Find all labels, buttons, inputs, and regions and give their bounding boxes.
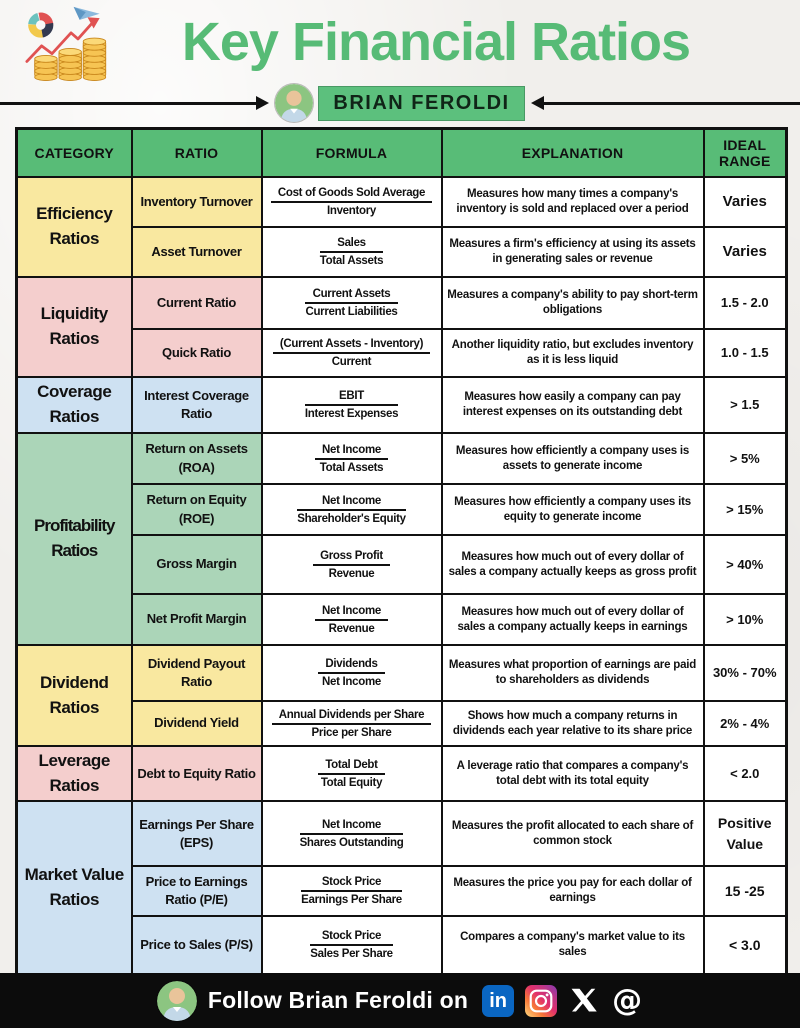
- ratio-cell: Price to Earnings Ratio (P/E): [132, 866, 262, 916]
- formula-cell: $\frac{\text{EBIT}}{\text{Interest Expenses}}$: [262, 377, 442, 433]
- explanation-cell: Another liquidity ratio, but excludes inventory as it is less liquid: [442, 329, 704, 377]
- author-divider: [0, 82, 800, 124]
- ideal-range-cell: > 5%: [704, 433, 787, 484]
- table-row: [17, 277, 787, 329]
- ideal-range-cell: Varies: [704, 177, 787, 227]
- formula-cell: $\frac{\text{Net Income}}{\text{Shares Outstanding}}$: [262, 801, 442, 866]
- col-formula: FORMULA: [262, 129, 442, 178]
- ideal-range-cell: < 2.0: [704, 746, 787, 801]
- explanation-cell: Measures how efficiently a company uses is assets to generate income: [442, 433, 704, 484]
- instagram-icon[interactable]: [525, 985, 557, 1017]
- table-row: [17, 177, 787, 227]
- category-leverage-ratios: Leverage Ratios: [17, 746, 132, 801]
- ratio-cell: Gross Margin: [132, 535, 262, 594]
- table-row: [17, 866, 787, 916]
- formula-cell: $\frac{\text{Total Debt}}{\text{Total Equity}}$: [262, 746, 442, 801]
- table-row: [17, 645, 787, 701]
- table-row: [17, 329, 787, 377]
- divider-line-left: [0, 102, 256, 105]
- financial-ratios-table: [15, 127, 788, 976]
- category-coverage-ratios: Coverage Ratios: [17, 377, 132, 433]
- formula-cell: $\frac{\text{Current Assets}}{\text{Current Liabilities}}$: [262, 277, 442, 329]
- category-market-value-ratios: Market Value Ratios: [17, 801, 132, 974]
- explanation-cell: Measures a company's ability to pay short-term obligations: [442, 277, 704, 329]
- divider-line-right: [544, 102, 800, 105]
- ratio-cell: Earnings Per Share (EPS): [132, 801, 262, 866]
- ideal-range-cell: 2% - 4%: [704, 701, 787, 746]
- formula-cell: $\frac{\text{Stock Price}}{\text{Earnings Per Share}}$: [262, 866, 442, 916]
- explanation-cell: Measures what proportion of earnings are paid to shareholders as dividends: [442, 645, 704, 701]
- explanation-cell: Measures how many times a company's inventory is sold and replaced over a period: [442, 177, 704, 227]
- category-dividend-ratios: Dividend Ratios: [17, 645, 132, 746]
- formula-cell: $\frac{\text{Net Income}}{\text{Revenue}}$: [262, 594, 442, 645]
- explanation-cell: Measures the profit allocated to each share of common stock: [442, 801, 704, 866]
- category-efficiency-ratios: Efficiency Ratios: [17, 177, 132, 277]
- formula-cell: $\frac{\text{(Current Assets - Inventory)}}{\text{Current}}$: [262, 329, 442, 377]
- table-row: [17, 916, 787, 974]
- ideal-range-cell: Varies: [704, 227, 787, 277]
- table-row: [17, 801, 787, 866]
- ratio-cell: Asset Turnover: [132, 227, 262, 277]
- table-row: [17, 746, 787, 801]
- table-header-row: [17, 129, 787, 178]
- ratio-cell: Quick Ratio: [132, 329, 262, 377]
- brian-feroldi-avatar: [275, 84, 313, 122]
- ratio-cell: Return on Assets (ROA): [132, 433, 262, 484]
- ratio-cell: Price to Sales (P/S): [132, 916, 262, 974]
- page-title: Key Financial Ratios: [181, 12, 691, 72]
- ratio-cell: Return on Equity (ROE): [132, 484, 262, 535]
- arrow-right-icon: [256, 96, 269, 110]
- ideal-range-cell: > 15%: [704, 484, 787, 535]
- table-row: [17, 484, 787, 535]
- growth-chart-coins-icon: [14, 6, 116, 82]
- ratio-cell: Interest Coverage Ratio: [132, 377, 262, 433]
- table-row: [17, 377, 787, 433]
- formula-cell: $\frac{\text{Gross Profit}}{\text{Revenue}}$: [262, 535, 442, 594]
- col-ratio: RATIO: [132, 129, 262, 178]
- footer-bar: [0, 973, 800, 1028]
- explanation-cell: Measures the price you pay for each dollar of earnings: [442, 866, 704, 916]
- table-row: [17, 535, 787, 594]
- col-ideal-range: IDEAL RANGE: [704, 129, 787, 178]
- formula-cell: $\frac{\text{Net Income}}{\text{Total Assets}}$: [262, 433, 442, 484]
- table-row: [17, 227, 787, 277]
- ideal-range-cell: 15 -25: [704, 866, 787, 916]
- table-row: [17, 701, 787, 746]
- follow-text: Follow Brian Feroldi on: [207, 987, 469, 1013]
- ideal-range-cell: Positive Value: [704, 801, 787, 866]
- linkedin-icon[interactable]: in: [482, 985, 514, 1017]
- explanation-cell: Measures how easily a company can pay interest expenses on its outstanding debt: [442, 377, 704, 433]
- ratio-cell: Current Ratio: [132, 277, 262, 329]
- explanation-cell: A leverage ratio that compares a company's total debt with its total equity: [442, 746, 704, 801]
- formula-cell: $\frac{\text{Stock Price}}{\text{Sales Per Share}}$: [262, 916, 442, 974]
- threads-icon[interactable]: @: [612, 982, 643, 1018]
- explanation-cell: Compares a company's market value to its sales: [442, 916, 704, 974]
- explanation-cell: Measures how much out of every dollar of sales a company actually keeps as gross profit: [442, 535, 704, 594]
- category-profitability-ratios: Profitability Ratios: [17, 433, 132, 645]
- arrow-left-icon: [531, 96, 544, 110]
- x-icon[interactable]: [568, 985, 600, 1017]
- ratio-cell: Inventory Turnover: [132, 177, 262, 227]
- ratio-cell: Dividend Payout Ratio: [132, 645, 262, 701]
- col-category: CATEGORY: [17, 129, 132, 178]
- ideal-range-cell: > 40%: [704, 535, 787, 594]
- ideal-range-cell: 1.5 - 2.0: [704, 277, 787, 329]
- explanation-cell: Shows how much a company returns in dividends each year relative to its share price: [442, 701, 704, 746]
- table-row: [17, 433, 787, 484]
- formula-cell: $\frac{\text{Net Income}}{\text{Shareholder's Equity}}$: [262, 484, 442, 535]
- ideal-range-cell: < 3.0: [704, 916, 787, 974]
- ideal-range-cell: > 1.5: [704, 377, 787, 433]
- explanation-cell: Measures how efficiently a company uses its equity to generate income: [442, 484, 704, 535]
- ideal-range-cell: 1.0 - 1.5: [704, 329, 787, 377]
- formula-cell: $\frac{\text{Cost of Goods Sold Average}}{\text{Inventory}}$: [262, 177, 442, 227]
- ratio-cell: Net Profit Margin: [132, 594, 262, 645]
- page-header: [0, 0, 800, 82]
- table-row: [17, 594, 787, 645]
- category-liquidity-ratios: Liquidity Ratios: [17, 277, 132, 377]
- brian-feroldi-footer-avatar: [157, 981, 197, 1021]
- formula-cell: $\frac{\text{Dividends}}{\text{Net Income}}$: [262, 645, 442, 701]
- ratio-cell: Debt to Equity Ratio: [132, 746, 262, 801]
- ratio-cell: Dividend Yield: [132, 701, 262, 746]
- author-name-badge: BRIAN FEROLDI: [318, 86, 524, 121]
- ideal-range-cell: 30% - 70%: [704, 645, 787, 701]
- col-explanation: EXPLANATION: [442, 129, 704, 178]
- explanation-cell: Measures a firm's efficiency at using its assets in generating sales or revenue: [442, 227, 704, 277]
- formula-cell: $\frac{\text{Sales}}{\text{Total Assets}}$: [262, 227, 442, 277]
- formula-cell: $\frac{\text{Annual Dividends per Share}}{\text{Price per Share}}$: [262, 701, 442, 746]
- explanation-cell: Measures how much out of every dollar of sales a company actually keeps in earnings: [442, 594, 704, 645]
- ideal-range-cell: > 10%: [704, 594, 787, 645]
